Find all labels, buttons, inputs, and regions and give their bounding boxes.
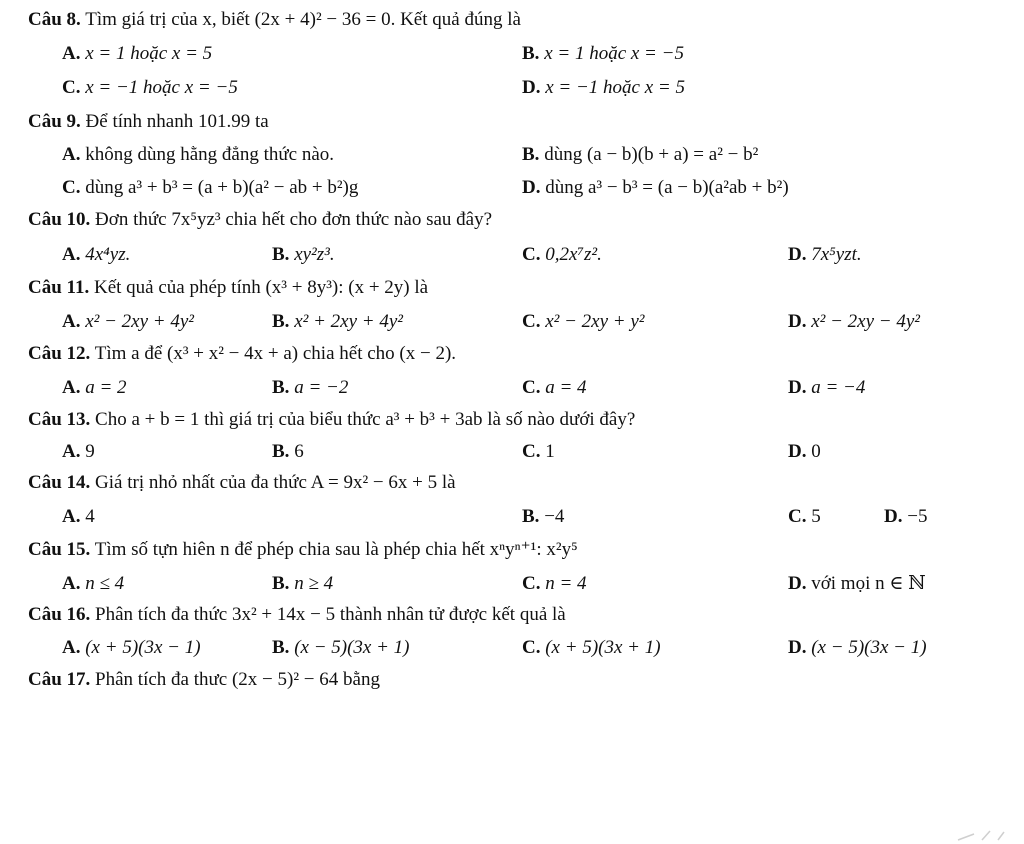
question-label: Câu 16. <box>28 604 91 625</box>
option-15-b <box>272 572 333 596</box>
option-key: C. <box>522 377 541 398</box>
question-15 <box>28 538 578 562</box>
question-label: Câu 15. <box>28 539 91 560</box>
option-key: A. <box>62 506 81 527</box>
option-12-a <box>62 376 127 400</box>
option-key: C. <box>522 441 541 462</box>
option-key: C. <box>522 244 541 265</box>
question-text: Để tính nhanh 101.99 ta <box>80 111 269 132</box>
option-text: dùng a³ − b³ = (a − b)(a²ab + b²) <box>545 177 789 198</box>
option-text: không dùng hằng đẳng thức nào. <box>85 144 335 165</box>
option-key: C. <box>522 311 541 332</box>
question-text: Kết quả của phép tính (x³ + 8y³): (x + 2y) là <box>94 277 429 298</box>
option-16-a <box>62 636 201 660</box>
option-key: B. <box>522 144 540 165</box>
option-10-b <box>272 243 335 267</box>
pencil-stroke-mark <box>956 828 1016 842</box>
option-8-c <box>62 76 238 100</box>
question-17 <box>28 668 380 692</box>
option-9-a <box>62 143 334 167</box>
option-14-c <box>788 505 821 529</box>
option-key: D. <box>788 573 807 594</box>
option-key: A. <box>62 573 81 594</box>
option-13-a <box>62 440 95 464</box>
option-key: A. <box>62 144 81 165</box>
option-9-d <box>522 176 789 200</box>
option-text: 6 <box>294 441 304 462</box>
question-label: Câu 14. <box>28 472 91 493</box>
option-key: B. <box>272 573 290 594</box>
option-9-b <box>522 143 758 167</box>
option-key: A. <box>62 311 81 332</box>
option-key: C. <box>522 573 541 594</box>
option-key: D. <box>522 177 541 198</box>
option-11-a <box>62 310 194 334</box>
question-11 <box>28 276 428 300</box>
option-text: −5 <box>907 506 928 527</box>
option-14-d <box>884 505 927 529</box>
option-key: D. <box>788 311 807 332</box>
option-9-c <box>62 176 358 200</box>
option-text: xy²z³. <box>294 244 335 265</box>
option-key: D. <box>788 244 807 265</box>
option-13-c <box>522 440 555 464</box>
option-15-a <box>62 572 124 596</box>
option-12-d <box>788 376 865 400</box>
option-key: D. <box>884 506 903 527</box>
option-key: D. <box>788 441 807 462</box>
question-text: Tìm giá trị của x, biết (2x + 4)² − 36 = 0. Kết quả đúng là <box>85 9 521 30</box>
option-text: 9 <box>85 441 95 462</box>
question-label: Câu 8. <box>28 9 81 30</box>
question-label: Câu 10. <box>28 209 91 230</box>
option-text: x = −1 hoặc x = −5 <box>85 77 238 98</box>
option-key: A. <box>62 43 81 64</box>
option-key: C. <box>62 177 81 198</box>
option-8-d <box>522 76 685 100</box>
option-text: 4 <box>85 506 95 527</box>
question-label: Câu 11. <box>28 277 90 298</box>
question-text: Phân tích đa thức 3x² + 14x − 5 thành nhân tử được kết quả là <box>95 604 566 625</box>
question-text: Tìm số tựn hiên n để phép chia sau là phép chia hết xⁿyⁿ⁺¹: x²y⁵ <box>94 539 578 560</box>
option-text: (x + 5)(3x − 1) <box>85 637 201 658</box>
question-label: Câu 9. <box>28 111 81 132</box>
option-text: với mọi n ∈ ℕ <box>811 573 926 594</box>
option-text: x² − 2xy + 4y² <box>85 311 195 332</box>
option-key: B. <box>272 311 290 332</box>
option-key: A. <box>62 441 81 462</box>
option-16-d <box>788 636 927 660</box>
option-text: x² − 2xy + y² <box>545 311 645 332</box>
option-text: 4x⁴yz. <box>85 244 131 265</box>
option-14-a <box>62 505 95 529</box>
option-15-d <box>788 572 926 596</box>
option-text: dùng a³ + b³ = (a + b)(a² − ab + b²)g <box>85 177 359 198</box>
option-key: B. <box>272 637 290 658</box>
option-15-c <box>522 572 587 596</box>
question-text: Đơn thức 7x⁵yz³ chia hết cho đơn thức nào sau đây? <box>95 209 493 230</box>
option-key: B. <box>522 506 540 527</box>
option-text: x² − 2xy − 4y² <box>811 311 921 332</box>
option-13-b <box>272 440 304 464</box>
question-10 <box>28 208 492 232</box>
option-text: (x + 5)(3x + 1) <box>545 637 661 658</box>
option-text: a = 2 <box>85 377 127 398</box>
question-label: Câu 17. <box>28 669 91 690</box>
option-key: B. <box>272 244 290 265</box>
option-12-c <box>522 376 587 400</box>
option-12-b <box>272 376 348 400</box>
option-key: C. <box>788 506 807 527</box>
option-text: 0 <box>811 441 821 462</box>
option-text: x = −1 hoặc x = 5 <box>545 77 685 98</box>
option-key: A. <box>62 244 81 265</box>
option-text: (x − 5)(3x + 1) <box>294 637 410 658</box>
option-text: a = −4 <box>811 377 866 398</box>
option-10-d <box>788 243 862 267</box>
question-12 <box>28 342 456 366</box>
option-8-a <box>62 42 212 66</box>
option-text: n ≤ 4 <box>85 573 125 594</box>
option-11-d <box>788 310 920 334</box>
option-10-a <box>62 243 130 267</box>
question-text: Tìm a để (x³ + x² − 4x + a) chia hết cho (x − 2). <box>94 343 457 364</box>
option-text: a = −2 <box>294 377 349 398</box>
question-text: Phân tích đa thưc (2x − 5)² − 64 bằng <box>95 669 380 690</box>
question-text: Cho a + b = 1 thì giá trị của biểu thức a³ + b³ + 3ab là số nào dưới đây? <box>95 409 636 430</box>
question-label: Câu 13. <box>28 409 91 430</box>
option-text: a = 4 <box>545 377 587 398</box>
option-key: B. <box>522 43 540 64</box>
option-text: 0,2x⁷z². <box>545 244 602 265</box>
option-text: −4 <box>544 506 565 527</box>
option-text: 7x⁵yzt. <box>811 244 862 265</box>
option-16-b <box>272 636 410 660</box>
question-text: Giá trị nhỏ nhất của đa thức A = 9x² − 6x + 5 là <box>95 472 456 493</box>
option-11-c <box>522 310 645 334</box>
question-13 <box>28 408 635 432</box>
option-key: B. <box>272 441 290 462</box>
option-text: x = 1 hoặc x = −5 <box>544 43 684 64</box>
option-key: D. <box>522 77 541 98</box>
option-key: A. <box>62 637 81 658</box>
option-16-c <box>522 636 661 660</box>
option-text: x² + 2xy + 4y² <box>294 311 403 332</box>
option-key: A. <box>62 377 81 398</box>
option-text: n = 4 <box>545 573 587 594</box>
option-key: D. <box>788 637 807 658</box>
question-16 <box>28 603 566 627</box>
option-text: 1 <box>545 441 555 462</box>
option-10-c <box>522 243 602 267</box>
question-9 <box>28 110 269 134</box>
option-key: D. <box>788 377 807 398</box>
option-key: B. <box>272 377 290 398</box>
option-key: C. <box>62 77 81 98</box>
option-11-b <box>272 310 403 334</box>
option-8-b <box>522 42 684 66</box>
option-key: C. <box>522 637 541 658</box>
question-label: Câu 12. <box>28 343 91 364</box>
option-text: dùng (a − b)(b + a) = a² − b² <box>544 144 759 165</box>
option-text: n ≥ 4 <box>294 573 334 594</box>
option-text: 5 <box>811 506 821 527</box>
option-13-d <box>788 440 821 464</box>
question-14 <box>28 471 456 495</box>
option-14-b <box>522 505 564 529</box>
option-text: (x − 5)(3x − 1) <box>811 637 927 658</box>
question-8 <box>28 8 521 32</box>
option-text: x = 1 hoặc x = 5 <box>85 43 213 64</box>
